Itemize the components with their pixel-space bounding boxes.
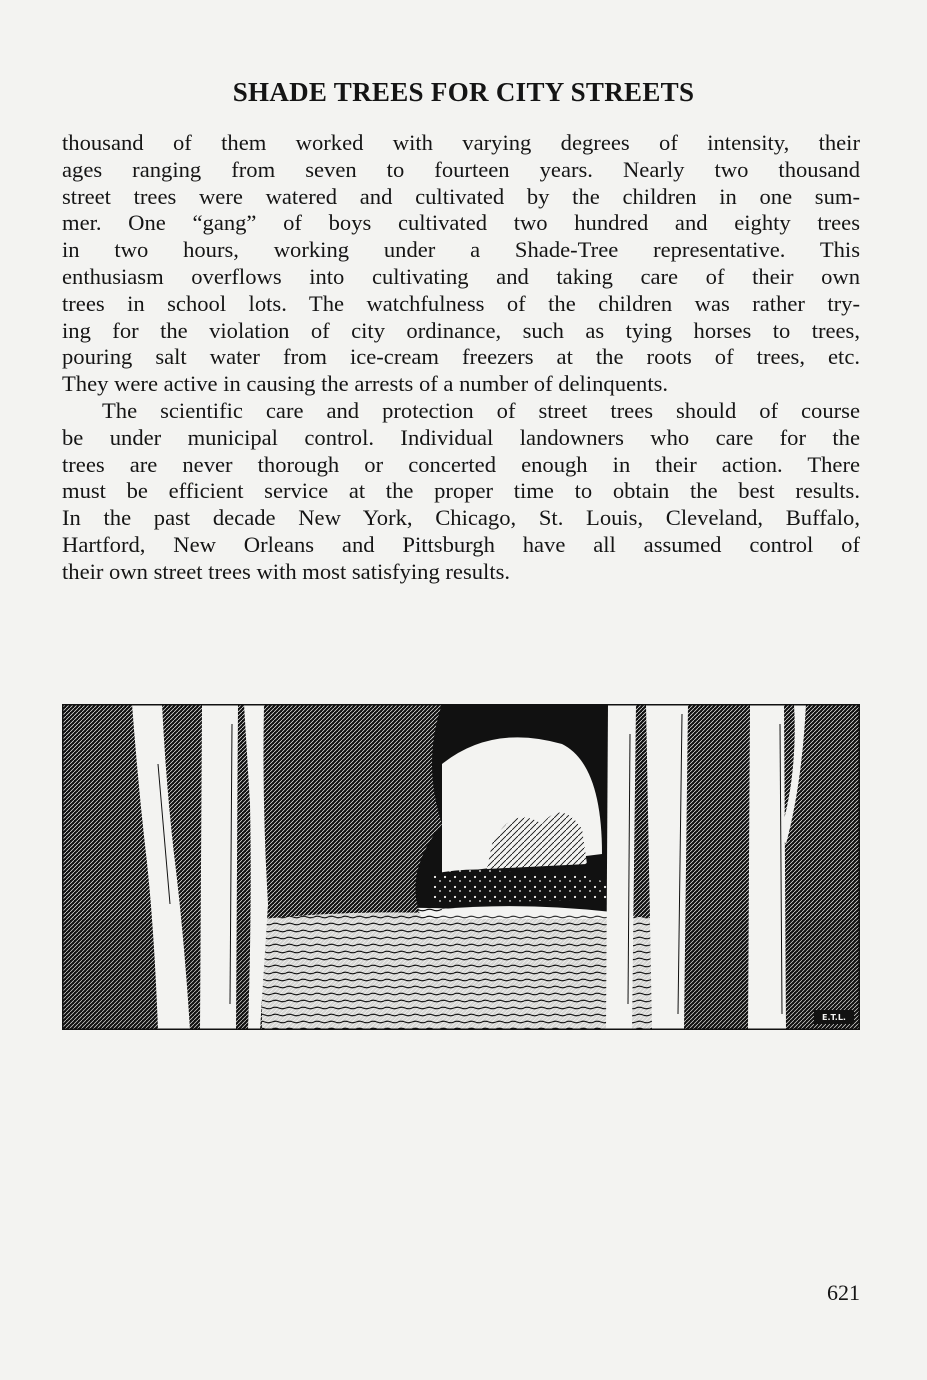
text-line: Hartford, New Orleans and Pittsburgh have all assumed control of xyxy=(62,531,860,557)
text-line: enthusiasm overflows into cultivating and taking care of their own xyxy=(62,263,860,289)
tree-trunk-4 xyxy=(606,704,636,1030)
river-trees-illustration xyxy=(62,704,860,1030)
text-line: The scientific care and protection of street trees should of course xyxy=(102,397,860,423)
paragraph-2 xyxy=(62,398,860,586)
text-line: their own street trees with most satisfying results. xyxy=(62,558,511,584)
text-line: street trees were watered and cultivated by the children in one sum- xyxy=(62,183,860,209)
river-reflection xyxy=(262,912,662,1030)
running-head: SHADE TREES FOR CITY STREETS xyxy=(232,77,695,107)
illustration-drawing xyxy=(62,704,860,1030)
text-line: pouring salt water from ice-cream freezers at the roots of trees, etc. xyxy=(62,344,860,370)
text-line: be under municipal control. Individual landowners who care for the xyxy=(62,424,860,450)
artist-monogram: E.T.L. xyxy=(822,1013,846,1022)
text-line: ing for the violation of city ordinance, such as tying horses to trees, xyxy=(62,317,860,343)
text-line: thousand of them worked with varying degrees of intensity, their xyxy=(62,130,860,155)
paragraph-1 xyxy=(62,130,860,398)
text-line: mer. One “gang” of boys cultivated two hundred and eighty trees xyxy=(62,210,860,236)
body-text xyxy=(62,130,860,586)
text-line: trees are never thorough or concerted enough in their action. There xyxy=(62,451,860,477)
text-line: must be efficient service at the proper time to obtain the best results. xyxy=(62,478,860,504)
text-line: in two hours, working under a Shade-Tree representative. This xyxy=(62,237,860,263)
text-line: They were active in causing the arrests of a number of delinquents. xyxy=(62,371,669,397)
text-line: In the past decade New York, Chicago, St. Louis, Cleveland, Buffalo, xyxy=(62,505,860,531)
page-number: 621 xyxy=(827,1280,860,1305)
text-line: trees in school lots. The watchfulness of the children was rather try- xyxy=(62,290,860,316)
tree-trunk-2 xyxy=(200,704,238,1030)
text-line: ages ranging from seven to fourteen years. Nearly two thousand xyxy=(62,156,860,182)
